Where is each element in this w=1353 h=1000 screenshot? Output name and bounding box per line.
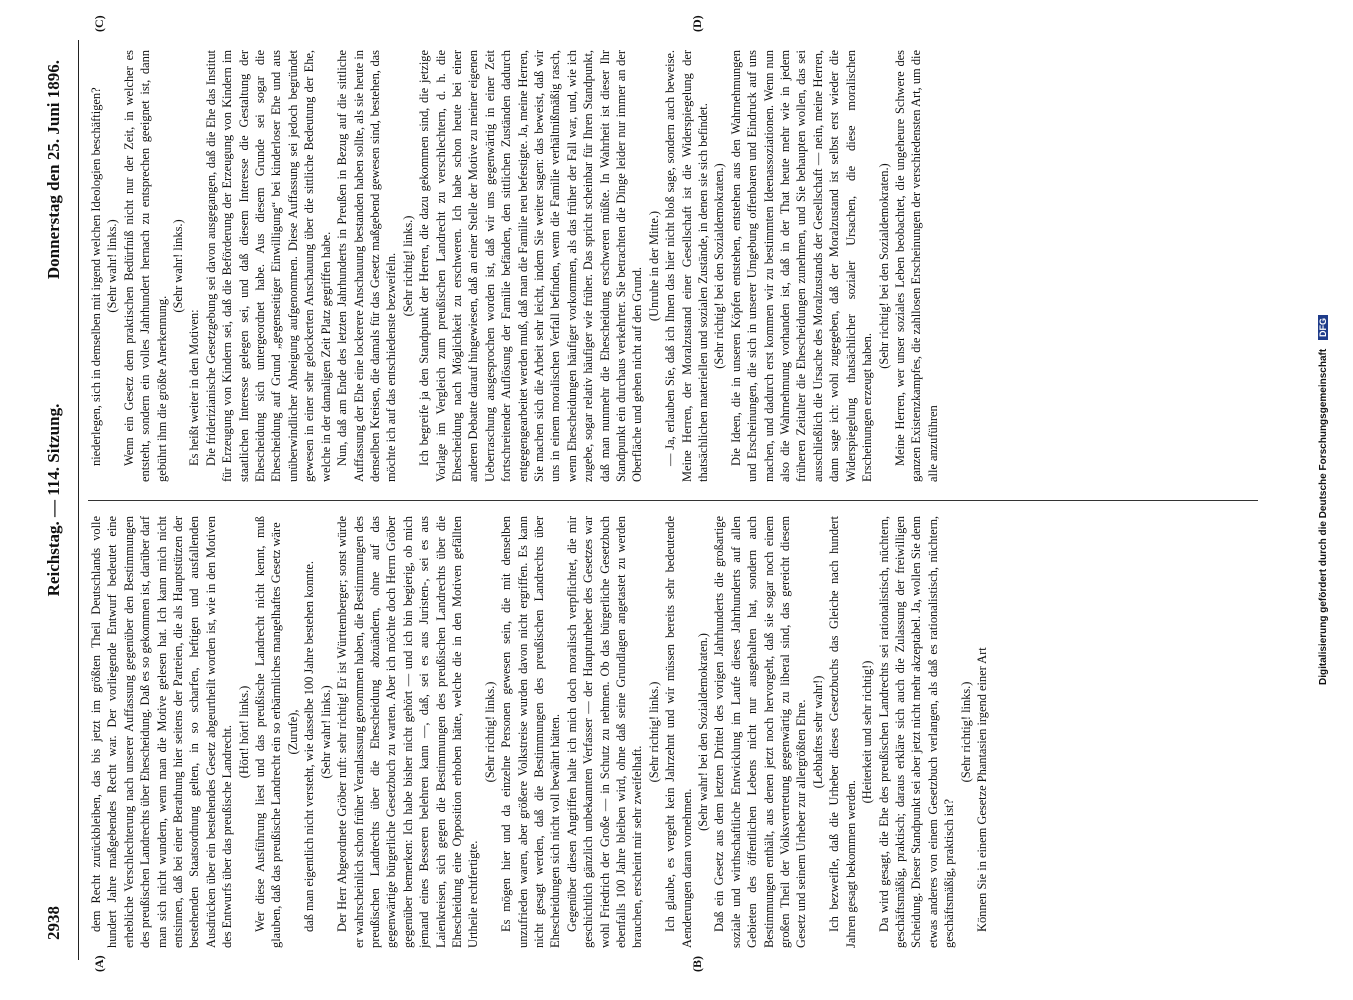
right-text-column [88,50,1263,482]
margin-marker-d: (D) [690,15,704,32]
paragraph: niederlegen, sich in demselben mit irgend welchen Ideologien beschäftigen? [89,87,103,466]
margin-marker-c: (C) [92,15,106,32]
paragraph: Es mögen hier und da einzelne Personen gewesen sein, die mit denselben unzufrieden waren, aber größere Volkstreise wurden davon nicht ergriffen. Es kann nicht gesagt werden, daß die Bestimmungen des preußischen Landrechts über Ehescheidungen sich nicht voll bewährt hätten. [499,516,563,948]
interjection: (Sehr wahr! links.) [105,219,120,313]
interjection: (Sehr richtig! bei den Sozialdemokraten.) [712,163,727,369]
interjection: (Heiterkeit und sehr richtig!) [860,660,875,804]
header-rule [78,40,79,960]
paragraph: Die Ideen, die in unseren Köpfen entstehen, entstehen aus den Wahrnehmungen und Erscheinungen, die sich in unserer Umgebung offenbaren und Eindruck auf uns machen, und dadurch erst kommen wir zu bestimmten Ideenassoziationen. Wenn nun also die Wahrnehmung vorhanden ist, daß in der That heute mehr wie in jedem früheren Zeitalter die Ehescheidungen zunehmen, und Sie behaupten wollen, das sei ausschließlich die Ursache des Moralzustands der Gesellschaft — nein, meine Herren, dann sage ich: wohl zugegeben, daß der Moralzustand ist selbst erst wieder die Widerspiegelung thatsächlicher sozialer Ursachen, die diese moralischen Erscheinungen erzeugt haben. [728,50,875,482]
paragraph: Ich bezweifle, daß die Urheber dieses Gesetzbuchs das Gleiche nach hundert Jahren gesagt bekommen werden. [827,516,858,948]
interjection: (Zurufe), [285,709,300,755]
column-divider [88,500,1258,501]
paragraph: Die friderizianische Gesetzgebung sei davon ausgegangen, daß die Ehe das Institut für Erzeugung von Kindern sei, daß die Beförderung der Erzeugung von Kindern im staatlichen Interesse gelegen sei, und daß diesem Interesse die Gestaltung der Ehescheidung sich untergeordnet habe. Aus diesem Grunde sei sogar die Ehescheidung auf Grund „gegenseitiger Einwilligung“ bei kinderloser Ehe und aus unüberwindlicher Abneigung aufgenommen. Diese Auffassung sei jedoch begründet gewesen in einer sehr gelockerten Anschauung über die sittliche Bedeutung der Ehe, welche in der damaligen Zeit Platz gegriffen habe. [203,50,333,482]
paragraph: Nun, daß am Ende des letzten Jahrhunderts in Preußen in Bezug auf die sittliche Auffassung der Ehe eine lockerere Anschauung bestanden haben sollte, als sie heute in denselben Kreisen, die damals für das Gesetz maßgebend gewesen sind, bestehen, das möchte ich auf das entschiedenste bezweifeln. [335,50,399,482]
paragraph: Der Herr Abgeordnete Gröber ruft: sehr richtig! Er ist Württemberger; sonst würde er wahrscheinlich schon früher Veranlassung genommen haben, die Bestimmungen des preußischen Landrechts über die Ehescheidung abzuändern, ohne auf das gegenwärtige bürgerliche Gesetzbuch zu warten. Aber ich möchte doch Herrn Gröber gegenüber bemerken: Ich habe bisher nicht gehört — und ich bin begierig, ob mich jemand eines Besseren belehren kann —, daß, sei es aus Juristen-, sei es aus Laienkreisen, sich gegen die Bestimmungen des preußischen Landrechts über die Ehescheidung eine Opposition erhoben hätte, welche die in den Motiven gefällten Urtheile rechtfertigte. [335,516,481,948]
paragraph: Gegenüber diesen Angriffen halte ich mich doch moralisch verpflichtet, die mir geschichtlich gänzlich unbekannten Verfasser — der Haupturheber des Gesetzes war wohl Friedrich der Große — in Schutz zu nehmen. Ob das bürgerliche Gesetzbuch ebenfalls 100 Jahre bleiben wird, ohne daß seine Grundlagen angetastet zu werden brauchen, erscheint mir sehr zweifelhaft. [564,516,645,948]
paragraph: Da wird gesagt, die Ehe des preußischen Landrechts sei rationalistisch, nüchtern, geschäftsmäßig, praktisch; daraus erkläre sich auch die Zulassung der freiwilligen Scheidung. Dieser Standpunkt sei aber jetzt nicht mehr akzeptabel. Ja, wollen Sie denn etwas anderes von einem Gesetzbuch verlangen, als daß es rationalistisch, nüchtern, geschäftsmäßig, praktisch ist? [876,516,957,948]
paragraph: — Ja, erlauben Sie, daß ich Ihnen das hier nicht bloß sage, sondern auch beweise. Meine Herren, der Moralzustand einer Gesellschaft ist die Widerspiegelung der thatsächlichen materiellen und sozialen Zustände, in denen sie sich befindet. [663,50,711,482]
paragraph: Wenn ein Gesetz dem praktischen Bedürfniß nicht nur der Zeit, in welcher es entsteht, sondern ein volles Jahrhundert hernach zu entsprechen geeignet ist, dann gebührt ihm die größte Anerkennung. [121,50,169,482]
paragraph: dem Recht zurückbleiben, das bis jetzt im größten Theil Deutschlands volle hundert Jahre maßgebendes Recht war. Der vorliegende Entwurf bedeutet eine erhebliche Verschlechterung nach unserer Auffassung gegenüber den Bestimmungen des preußischen Landrechts über Ehescheidung. Daß es so gekommen ist, darüber darf man sich nicht wundern, wenn man die Motive gelesen hat. Ich kann mich nicht entsinnen, daß bei einer Berathung hier seitens der Parteien, die als Hauptstützen der bestehenden Staatsordnung gelten, in so scharfen, heftigen und ausfallenden Ausdrücken über ein bestehendes Gesetz abgeurtheilt worden ist, wie in den Motiven des Entwurfs über das preußische Landrecht. [89,516,235,948]
interjection: (Sehr richtig! links.) [482,681,497,783]
paragraph: Meine Herren, wer unser soziales Leben beobachtet, die ungeheure Schwere des ganzen Existenzkampfes, die zahllosen Erscheinungen der verschiedensten Art, um die alle anzuführen [892,50,940,482]
paragraph: Es heißt weiter in den Motiven: [187,309,202,466]
paragraph: Ich begreife ja den Standpunkt der Herren, die dazu gekommen sind, die jetzige Vorlage im Vergleich zum preußischen Landrecht zu verschlechtern, d. h. die Ehescheidung nach Möglichkeit zu erschweren. Ich habe schon heute bei einer anderen Debatte darauf hingewiesen, daß an einer Stelle der Motive zu meiner eigenen Ueberraschung ausgesprochen worden ist, daß wir uns gegenwärtig in einer Zeit fortschreitender Auflösung der Familie befänden, den sittlichen Zuständen dadurch entgegengearbeitet werden muß, daß man die Familie neu befestigte. Ja, meine Herren, Sie machen sich die Arbeit sehr leicht, indem Sie weiter sagen: das beweist, daß wir uns in einem moralischen Verfall befinden, wenn die Familie verhältnißmäßig rasch, wenn Ehescheidungen häufiger vorkommen, als das früher der Fall war, und, wie ich zugebe, sogar relativ häufiger wie früher. Das spricht scheinbar für Ihren Standpunkt, daß man nunmehr die Ehescheidung erschweren müßte. In Wahrheit ist dieser Ihr Standpunkt ein durchaus verkehrter. Sie betrachten die Dinge leider nur immer an der Oberfläche und gehen nicht auf den Grund. [417,50,645,482]
interjection: (Unruhe in der Mitte.) [646,210,661,322]
margin-marker-a: (A) [92,955,106,972]
paragraph: Wer diese Ausführung liest und das preußische Landrecht nicht kennt, muß glauben, daß das preußische Landrecht ein so erbärmliches mangelhaftes Gesetz wäre [253,516,284,948]
interjection: (Sehr richtig! links.) [646,681,661,783]
page-header [44,60,74,940]
interjection: (Sehr wahr! bei den Sozialdemokraten.) [696,633,711,831]
digitization-footer [1318,0,1329,1000]
interjection: (Sehr richtig! links.) [958,681,973,783]
interjection: (Lebhaftes sehr wahr!) [810,675,825,789]
paragraph: Daß ein Gesetz aus dem letzten Drittel des vorigen Jahrhunderts die großartige soziale und wirthschaftliche Entwicklung im Laufe dieses Jahrhunderts auf allen Gebieten des öffentlichen Lebens nicht nur ausgehalten hat, sondern auch Bestimmungen enthält, aus denen jetzt noch hervorgeht, daß sie sogar noch einem großen Theil der Volksvertretung gegenwärtig zu liberal sind, das gereicht diesem Gesetz und seinem Urheber zur allergrößten Ehre. [712,516,809,948]
margin-marker-b: (B) [690,956,704,972]
interjection: (Sehr richtig! links.) [400,215,415,317]
dfg-logo: DFG [1318,315,1328,340]
session-title: Reichstag. — 114. Sitzung. [44,403,63,597]
paragraph: Können Sie in einem Gesetze Phantasien irgend einer Art [974,647,989,932]
footer-text: Digitalisierung gefördert durch die Deutsche Forschungsgemeinschaft [1318,348,1329,685]
left-text-column [88,516,1263,948]
page-number: 2938 [44,906,63,940]
interjection: (Sehr richtig! bei den Sozialdemokraten.) [876,163,891,369]
paragraph: Ich glaube, es vergeht kein Jahrzehnt und wir müssen bereits sehr bedeutende Aenderungen daran vornehmen. [663,516,694,948]
interjection: (Sehr wahr! links.) [318,685,333,779]
session-date: Donnerstag den 25. Juni 1896. [44,60,63,280]
interjection: (Hört! hört! links.) [236,685,251,779]
interjection: (Sehr wahr! links.) [171,219,186,313]
paragraph: daß man eigentlich nicht versteht, wie dasselbe 100 Jahre bestehen konnte. [302,561,317,932]
